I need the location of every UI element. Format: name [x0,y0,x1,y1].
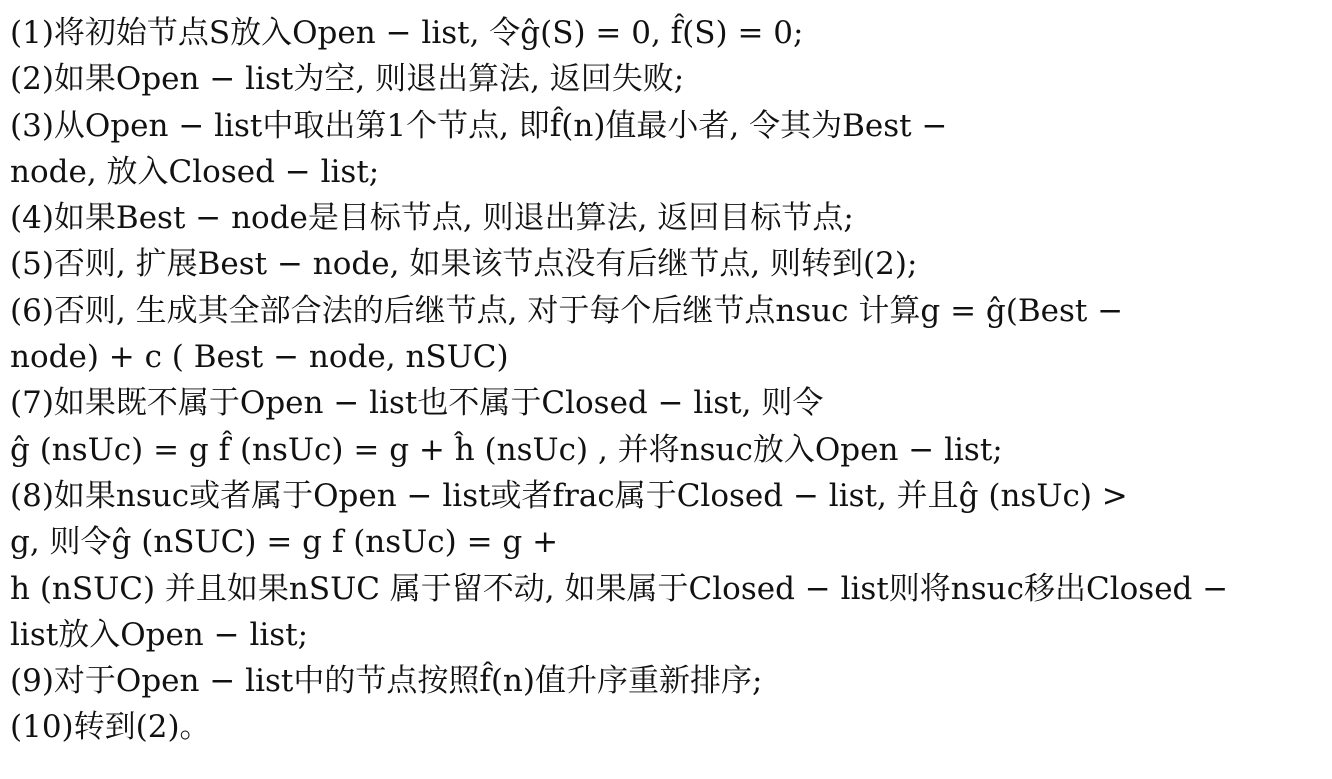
text-line: (1)将初始节点S放入Open − list, 令ĝ(S) = 0, f̂(S) = 0; [10,15,804,51]
text-line: (3)从Open − list中取出第1个节点, 即f̂(n)值最小者, 令其为Best − [10,107,948,144]
text-line: ĝ (nsUc) = g f̂ (nsUc) = g + ĥ (nsUc) , 并将nsuc放入Open − list; [10,431,1003,468]
text-line: node, 放入Closed − list; [10,153,380,190]
text-line: (9)对于Open − list中的节点按照f̂(n)值升序重新排序; [10,663,763,700]
text-line: (10)转到(2)。 [10,709,211,746]
text-line: (6)否则, 生成其全部合法的后继节点, 对于每个后继节点nsuc 计算g = ĝ(Best − [10,292,1124,329]
text-line: node) + c ( Best − node, nSUC) [10,339,509,376]
text-line: (4)如果Best − node是目标节点, 则退出算法, 返回目标节点; [10,200,854,237]
text-line: (2)如果Open − list为空, 则退出算法, 返回失败; [10,61,685,98]
text-line: g, 则令ĝ (nSUC) = g f (nsUc) = g + [10,524,559,561]
text-line: (8)如果nsuc或者属于Open − list或者frac属于Closed − list, 并且ĝ (nsUc) > [10,477,1128,514]
text-line: (7)如果既不属于Open − list也不属于Closed − list, 则令 [10,385,824,422]
text-line: h (nSUC) 并且如果nSUC 属于留不动, 如果属于Closed − list则将nsuc移出Closed − [10,570,1229,607]
text-line: (5)否则, 扩展Best − node, 如果该节点没有后继节点, 则转到(2); [10,246,918,283]
text-line: list放入Open − list; [10,616,309,653]
